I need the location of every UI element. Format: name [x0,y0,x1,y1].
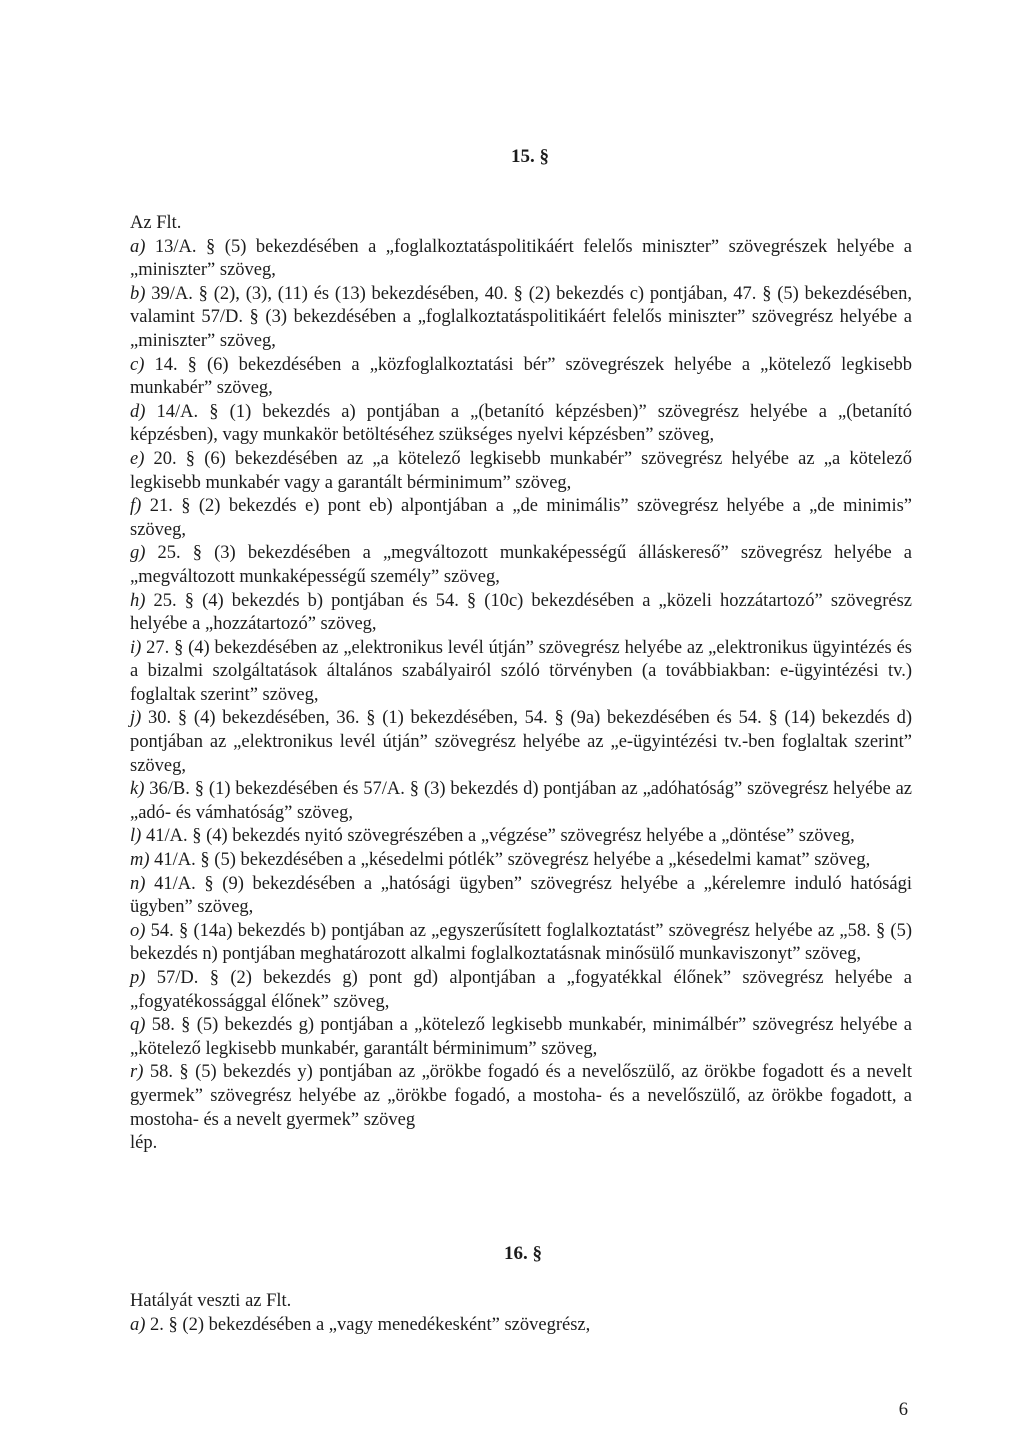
item-text: 54. § (14a) bekezdés b) pontjában az „egyszerűsített foglalkoztatást” szövegrész helyébe az „58. § (5) bekezdés n) pontjában meghatározott alkalmi foglalkoztatásnak minősülő munkaviszonyt” szöveg, [130,920,912,965]
item-text: 39/A. § (2), (3), (11) és (13) bekezdésében, 40. § (2) bekezdés c) pontjában, 47. § (5) bekezdésében, valamint 57/D. § (3) bekezdésében a „foglalkoztatáspolitikáért felelős miniszter” szövegrész helyébe a „miniszter” szöveg, [130,283,912,351]
item-text: 14/A. § (1) bekezdés a) pontjában a „(betanító képzésben)” szövegrész helyébe a „(betanító képzésben), vagy munkakör betöltéséhez szükséges nyelvi képzésben” szöveg, [130,401,912,446]
list-item [130,283,912,354]
item-letter: r) [130,1062,144,1083]
section-15-title: 15. § [511,146,549,167]
item-text: 14. § (6) bekezdésében a „közfoglalkoztatási bér” szövegrészek helyébe a „kötelező legkisebb munkabér” szöveg, [130,354,912,399]
item-text: 25. § (4) bekezdés b) pontjában és 54. § (10c) bekezdésében a „közeli hozzátartozó” szövegrész helyébe a „hozzátartozó” szöveg, [130,590,912,635]
item-letter: d) [130,401,146,422]
item-text: 27. § (4) bekezdésében az „elektronikus levél útján” szövegrész helyébe az „elektronikus ügyintézés és a bizalmi szolgáltatások általános szabályairól szóló törvényben (a továbbiakban: e-ügyintézési tv.) foglaltak szerint” szöveg, [130,637,912,705]
list-item [130,920,912,967]
list-item [130,825,912,849]
item-text: 30. § (4) bekezdésében, 36. § (1) bekezdésében, 54. § (9a) bekezdésében és 54. § (14) bekezdés d) pontjában az „elektronikus levél útján” szövegrész helyébe az „e-ügyintézési tv.-ben foglaltak szerint” szöveg, [130,708,912,776]
list-item [130,542,912,589]
item-text: 13/A. § (5) bekezdésében a „foglalkoztatáspolitikáért felelős miniszter” szövegrészek helyébe a „miniszter” szöveg, [130,236,912,281]
item-letter: o) [130,920,146,941]
list-item [130,1314,912,1338]
item-letter: b) [130,283,146,304]
item-letter: i) [130,637,142,658]
section-15-intro: Az Flt. [130,213,182,233]
list-item [130,1014,912,1061]
item-letter: j) [130,708,142,729]
item-text: 41/A. § (9) bekezdésében a „hatósági ügyben” szövegrész helyébe a „kérelemre induló hatósági ügyben” szöveg, [130,873,912,918]
list-item [130,849,912,873]
section-16-title: 16. § [504,1243,542,1264]
list-item [130,495,912,542]
item-letter: f) [130,496,142,517]
list-item [130,354,912,401]
section-16-intro: Hatályát veszti az Flt. [130,1291,292,1311]
section-15-body [130,212,912,1156]
item-text: 25. § (3) bekezdésében a „megváltozott munkaképességű álláskereső” szövegrész helyébe a „megváltozott munkaképességű személy” szöveg, [130,543,912,587]
item-text: 41/A. § (4) bekezdés nyitó szövegrészében a „végzése” szövegrész helyébe a „döntése” szöveg, [141,826,855,847]
item-letter: q) [130,1015,146,1036]
item-text: 21. § (2) bekezdés e) pont eb) alpontjában a „de minimális” szövegrész helyébe a „de minimis” szöveg, [130,496,912,540]
item-letter: e) [130,448,145,469]
item-letter: n) [130,873,146,894]
item-letter: m) [130,850,150,871]
item-text: 36/B. § (1) bekezdésében és 57/A. § (3) bekezdés d) pontjában az „adóhatóság” szövegrész helyébe az „adó- és vámhatóság” szöveg, [130,779,912,823]
list-item [130,590,912,637]
item-letter: h) [130,590,146,611]
item-letter: g) [130,543,146,564]
list-item [130,637,912,708]
item-text: 2. § (2) bekezdésében a „vagy menedékesként” szövegrész, [145,1314,591,1335]
list-item [130,401,912,448]
section-16-body [130,1290,912,1337]
item-text: 41/A. § (5) bekezdésében a „késedelmi pótlék” szövegrész helyébe a „késedelmi kamat” szöveg, [149,850,871,871]
list-item [130,873,912,920]
item-text: 20. § (6) bekezdésében az „a kötelező legkisebb munkabér” szövegrész helyébe az „a kötelező legkisebb munkabér vagy a garantált bérminimum” szöveg, [130,448,912,493]
section-16-items [130,1314,912,1338]
item-letter: a) [130,1314,146,1335]
list-item [130,448,912,495]
item-text: 58. § (5) bekezdés y) pontjában az „örökbe fogadó és a nevelőszülő, az örökbe fogadott és a nevelt gyermek” szövegrész helyébe az „örökbe fogadó, a mostoha- és a nevelőszülő, az örökbe fogadott, a mostoha- és a nevelt gyermek” szöveg [130,1062,912,1130]
item-text: 58. § (5) bekezdés g) pontjában a „kötelező legkisebb munkabér, minimálbér” szövegrész helyébe a „kötelező legkisebb munkabér, garantált bérminimum” szöveg, [130,1015,912,1059]
item-letter: k) [130,779,145,800]
list-item [130,778,912,825]
item-letter: c) [130,354,145,375]
list-item [130,236,912,283]
list-item [130,967,912,1014]
item-letter: p) [130,968,146,988]
item-letter: a) [130,236,146,257]
list-item [130,707,912,778]
item-letter: l) [130,826,142,847]
page-number: 6 [898,1400,908,1420]
item-text: 57/D. § (2) bekezdés g) pont gd) alpontjában a „fogyatékkal élőnek” szövegrész helyébe a „fogyatékossággal élőnek” szöveg, [130,968,912,1012]
section-15-closing: lép. [130,1133,158,1154]
list-item [130,1061,912,1132]
section-15-items [130,236,912,1133]
